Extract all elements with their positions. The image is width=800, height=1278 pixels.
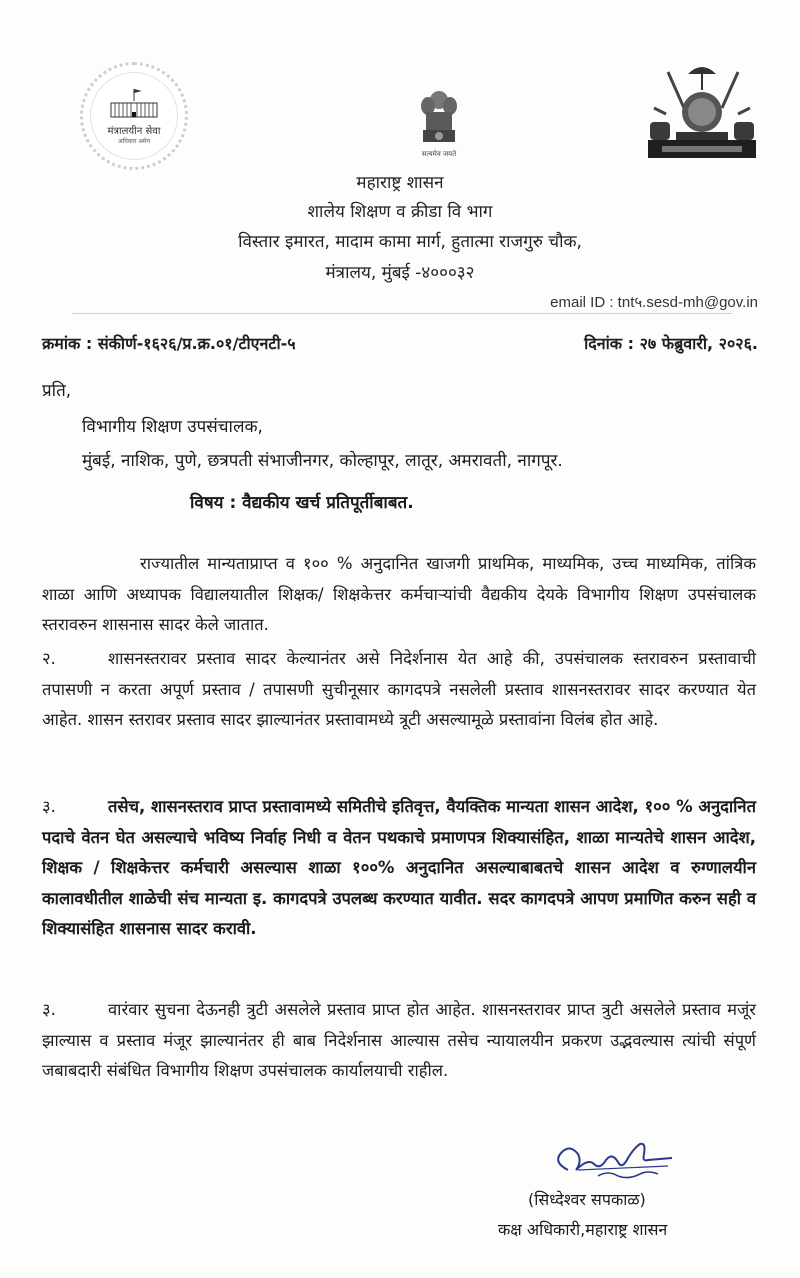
mantralaya-building-icon	[109, 87, 159, 121]
maharashtra-crest	[642, 60, 762, 164]
recipient-locations: मुंबई, नाशिक, पुणे, छत्रपती संभाजीनगर, कोल्हापूर, लातूर, अमरावती, नागपूर.	[82, 451, 563, 471]
header-divider	[72, 313, 732, 314]
ashoka-emblem	[412, 88, 466, 166]
body-paragraph-4	[42, 995, 756, 1087]
logo-left-label: मंत्रालयीन सेवा	[107, 126, 161, 137]
signature-scrawl-icon	[548, 1140, 678, 1190]
emblem-motto: सत्यमेव जयते	[421, 150, 457, 158]
mantralayin-seva-logo	[80, 62, 188, 170]
letter-subject: विषय : वैद्यकीय खर्च प्रतिपूर्तीबाबत.	[190, 493, 414, 513]
body-paragraph-2	[42, 644, 756, 736]
recipient-salutation: प्रति,	[42, 381, 72, 401]
signatory-name: (सिध्देश्वर सपकाळ)	[528, 1190, 646, 1209]
header-address-line1: विस्तार इमारत, मादाम कामा मार्ग, हुतात्मा राजगुरु चौक,	[238, 232, 582, 252]
paragraph-text: शासनस्तरावर प्रस्ताव सादर केल्यानंतर असे निदेर्शनास येत आहे की, उपसंचालक स्तरावरुन प्रस्तावाची तपासणी न करता अपूर्ण प्रस्ताव / तपासणी सुचीनूसार कागदपत्रे नसलेली प्रस्ताव शासनस्तरावर सादर करण्यात येत आहेत. शासन स्तरावर प्रस्ताव सादर झाल्यानंतर प्रस्तावामध्ये त्रूटी असल्यामूळे प्रस्तावांना विलंब होत आहे.	[42, 649, 756, 729]
paragraph-text: तसेच, शासनस्तराव प्राप्त प्रस्तावामध्ये समितीचे इतिवृत्त, वैयक्तिक मान्यता शासन आदेश, १०० % अनुदानित पदाचे वेतन घेत असल्याचे भविष्य निर्वाह निधी व वेतन पथकाचे प्रमाणपत्र शिक्यासंहित, शाळा मान्यतेचे शासन आदेश, शिक्षक / शिक्षकेत्तर कर्मचारी असल्यास शाळा १००% अनुदानित असल्याबाबतचे शासन आदेश व रुग्णालयीन कालावधीतील शाळेची संच मान्यता इ. कागदपत्रे उपलब्ध करण्यात यावीत. सदर कागदपत्रे आपण प्रमाणित करुन सही व शिक्यासंहित शासनास सादर करावी.	[42, 797, 756, 938]
logo-left-sublabel: अधिकार अमेय	[117, 138, 150, 145]
body-paragraph-1	[42, 549, 756, 641]
header-address-line2: मंत्रालय, मुंबई -४०००३२	[325, 263, 475, 283]
header-email: email ID : tnt५.sesd-mh@gov.in	[550, 294, 758, 311]
reference-number: क्रमांक : संकीर्ण-१६२६/प्र.क्र.०१/टीएनटी-५	[42, 334, 296, 353]
paragraph-text: वारंवार सुचना देऊनही त्रुटी असलेले प्रस्ताव प्राप्त होत आहेत. शासनस्तरावर प्राप्त त्रुटी असलेले प्रस्ताव मजूंर झाल्यास व प्रस्ताव मंजूर झाल्यानंतर ही बाब निदेर्शनास आल्यास तसेच न्यायालयीन प्रकरण उद्भवल्यास त्यांची संपूर्ण जबाबदारी संबंधित विभागीय शिक्षण उपसंचालक कार्यालयाची राहील.	[42, 1000, 756, 1080]
lion-capital-icon	[418, 88, 460, 148]
letter-date: दिनांक : २७ फेब्रुवारी, २०२६.	[584, 334, 758, 353]
header-department: शालेय शिक्षण व क्रीडा वि भाग	[307, 202, 493, 222]
signatory-title: कक्ष अधिकारी,महाराष्ट्र शासन	[498, 1220, 668, 1239]
paragraph-number: २.	[42, 649, 56, 668]
body-paragraph-3	[42, 792, 756, 945]
header-govt-name: महाराष्ट्र शासन	[356, 173, 444, 193]
paragraph-text: राज्यातील मान्यताप्राप्त व १०० % अनुदानित खाजगी प्राथमिक, माध्यमिक, उच्च माध्यमिक, तांत्रिक शाळा आणि अध्यापक विद्यालयातील शिक्षक/ शिक्षकेत्तर कर्मचाऱ्यांची वैद्यकीय देयके विभागीय शिक्षण उपसंचालक स्तरावरुन शासनास सादर केले जातात.	[42, 554, 756, 634]
recipient-designation: विभागीय शिक्षण उपसंचालक,	[82, 417, 263, 437]
paragraph-number: ३.	[42, 1000, 56, 1019]
royal-crest-icon	[642, 60, 762, 164]
paragraph-number: ३.	[42, 797, 56, 816]
